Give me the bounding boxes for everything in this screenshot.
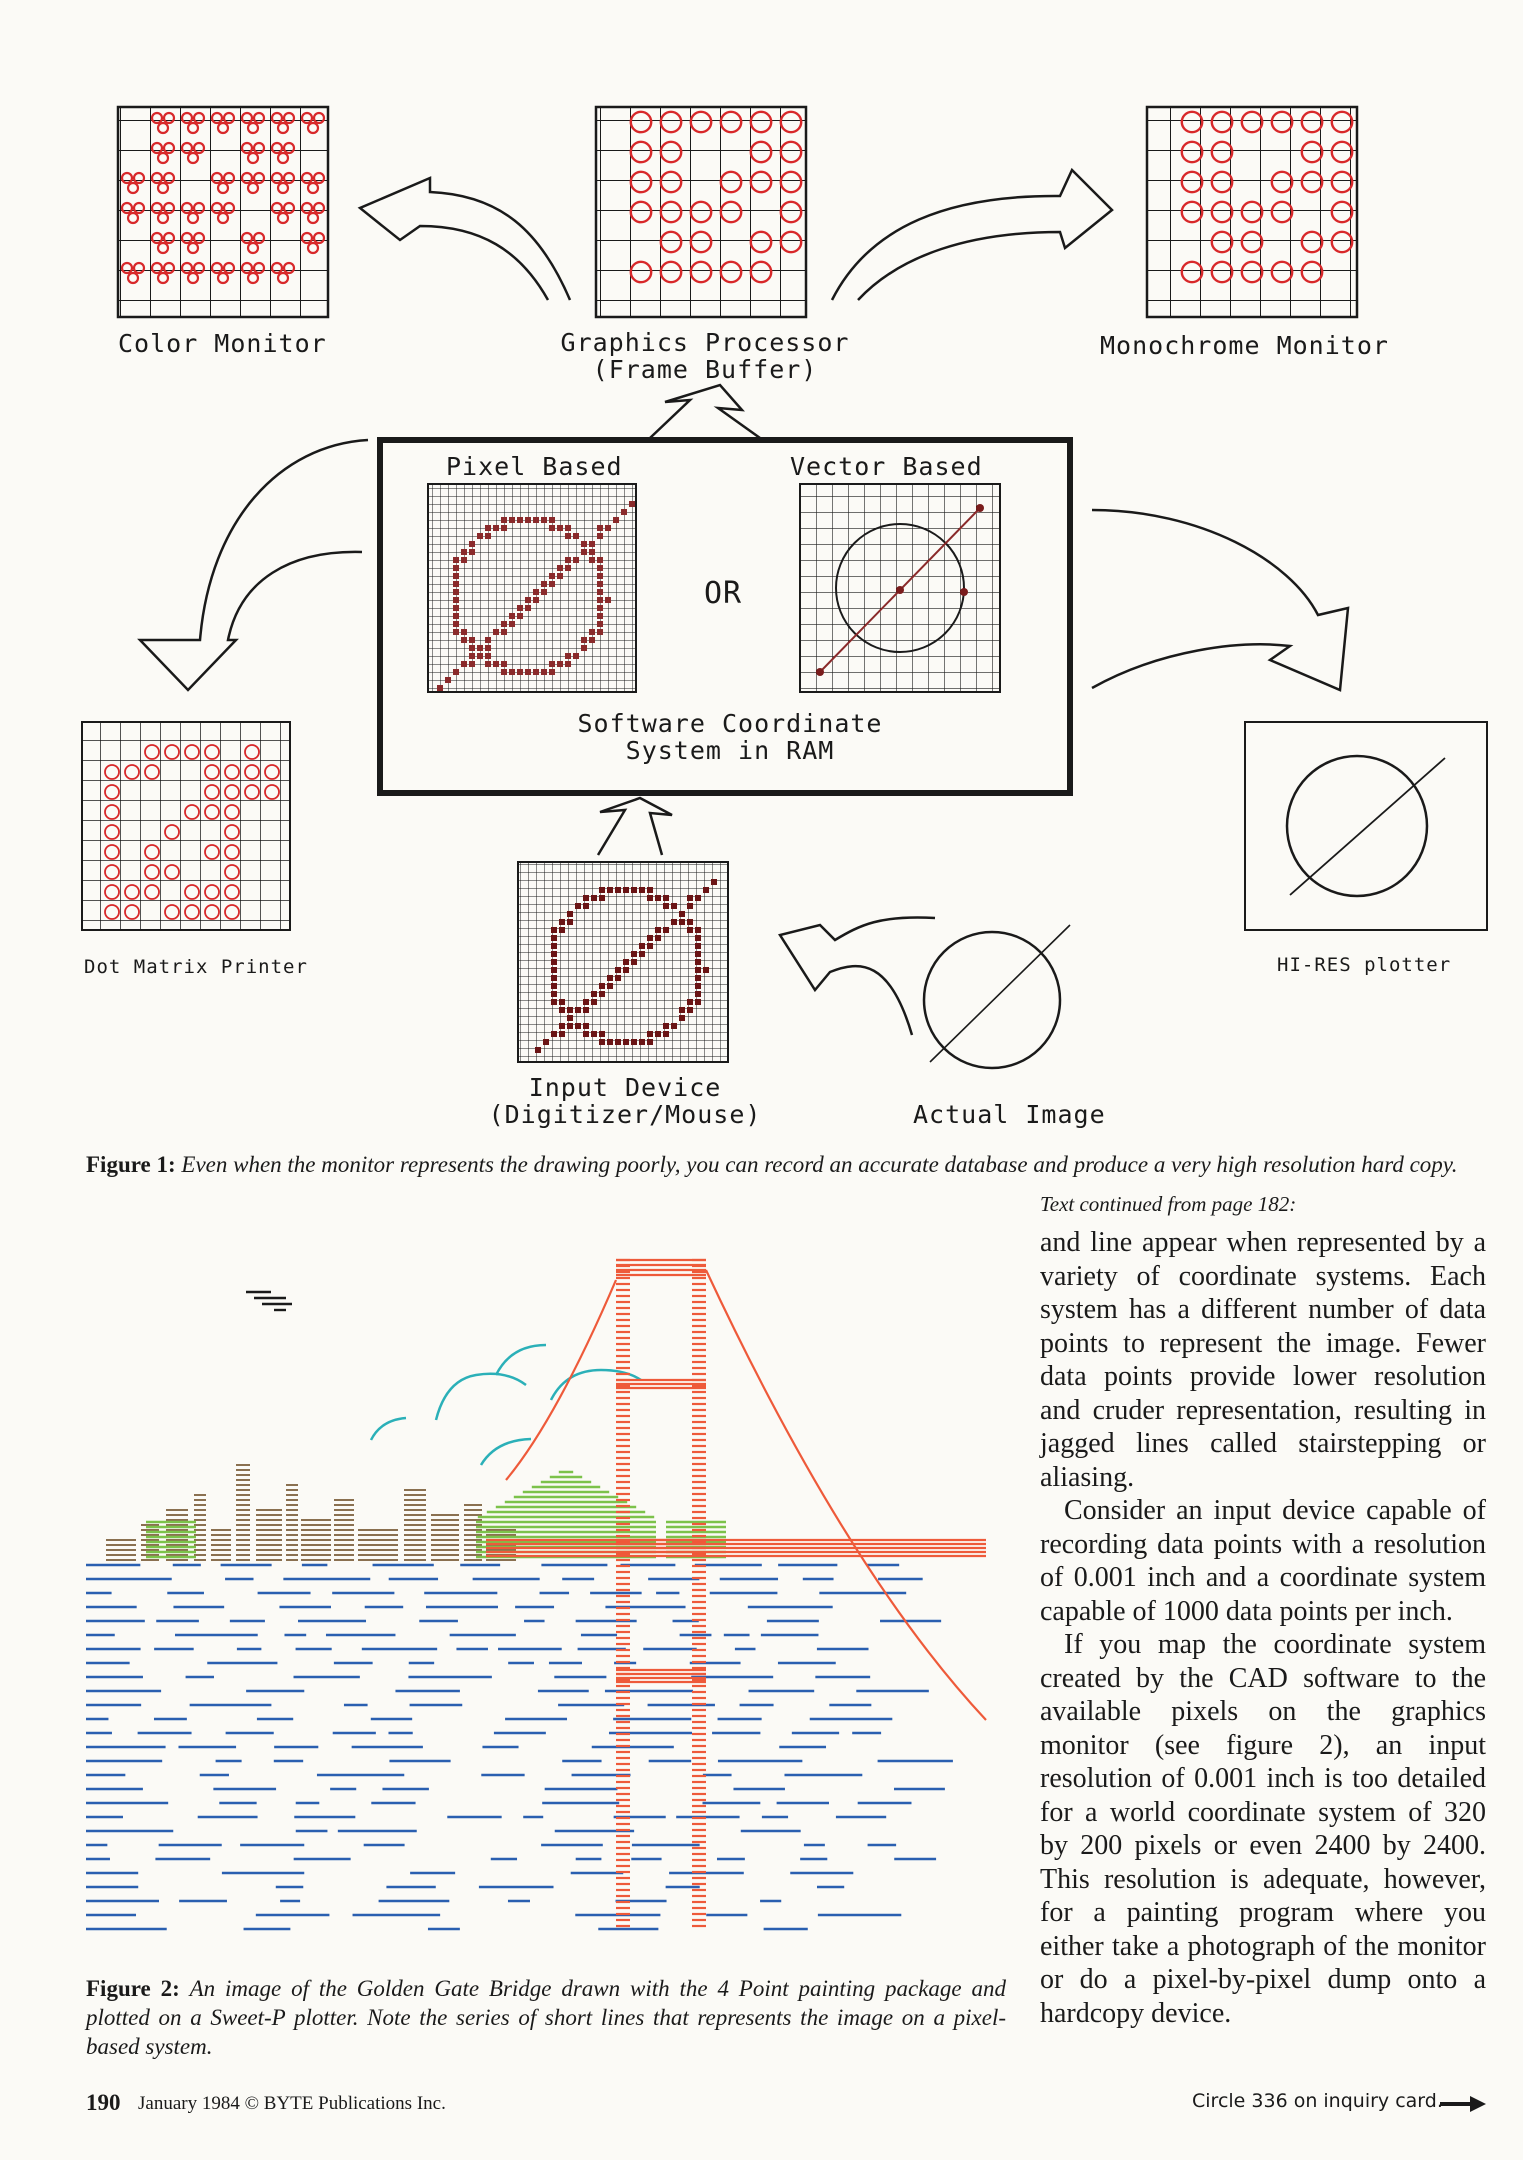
color-monitor-grid [118, 107, 328, 317]
input-device-line2: (Digitizer/Mouse) [488, 1100, 762, 1129]
inquiry-text: Circle 336 on inquiry card. [1192, 2090, 1443, 2112]
article-paragraph-1: and line appear when represented by a variety of coordinate systems. Each system has a different number of data points to represent the image. Fewer data points provide lower resolution and cruder representation, resulting in jagged lines called stairstepping or aliasing. [1040, 1227, 1486, 1493]
hires-plotter-label: HI-RES plotter [1277, 954, 1452, 976]
article-paragraph-3: If you map the coordinate system created by the CAD software to the available pixels on the graphics monitor (see figure 2), an input resolution of 0.001 inch is too detailed for a world coordinate system of 320 by 200 pixels or even 2400 by 2400. This resolution is adequate, however, for a painting program where you either take a photograph of the monitor or do a pixel-by-pixel dump onto a hardcopy device. [1040, 1629, 1486, 2029]
dot-matrix-grid [82, 722, 290, 930]
graphics-processor-line1: Graphics Processor [560, 328, 850, 357]
page-number: 190 [86, 2090, 121, 2115]
or-label: OR [704, 576, 743, 611]
article-body [1040, 1226, 1486, 2030]
software-line2: System in RAM [625, 736, 835, 765]
monochrome-monitor-grid [1147, 107, 1357, 317]
graphics-processor-line2: (Frame Buffer) [592, 355, 818, 384]
arrow-to-monochrome-monitor [832, 170, 1112, 300]
issue-info: January 1984 © BYTE Publications Inc. [138, 2093, 446, 2114]
arrow-to-plotter [1092, 510, 1348, 690]
right-arrow-icon [1440, 2094, 1486, 2114]
frame-buffer-grid [596, 107, 806, 317]
arrow-from-actual-image [780, 917, 935, 1035]
continued-note: Text continued from page 182: [1040, 1192, 1297, 1216]
software-coordinate-label [560, 710, 900, 764]
arrow-up-from-input [598, 798, 672, 855]
software-line1: Software Coordinate [577, 709, 883, 738]
color-monitor-label: Color Monitor [118, 329, 327, 358]
figure1-caption [86, 1150, 1486, 1179]
arrow-up-to-processor [650, 385, 760, 438]
figure2-caption-text: An image of the Golden Gate Bridge drawn with the 4 Point painting package and plotted on a Sweet-P plotter. Note the series of short lines that represents the image on a pixel-based system. [86, 1976, 1006, 2059]
input-device-grid [518, 862, 728, 1062]
input-device-line1: Input Device [528, 1073, 722, 1102]
pixel-based-grid [428, 484, 636, 692]
graphics-processor-label [560, 329, 850, 383]
hires-plotter-frame [1245, 722, 1487, 930]
pixel-based-label: Pixel Based [446, 452, 623, 481]
monochrome-monitor-label: Monochrome Monitor [1100, 331, 1389, 360]
article-paragraph-2: Consider an input device capable of recording data points with a resolution of 0.001 inch and a coordinate system capable of 1000 data points per inch. [1040, 1495, 1486, 1627]
figure1-caption-label: Figure 1: [86, 1152, 176, 1177]
bird-drawing [246, 1292, 292, 1310]
actual-image-drawing [924, 925, 1070, 1068]
figure1-caption-text: Even when the monitor represents the drawing poorly, you can record an accurate database and produce a very high resolution hard copy. [181, 1152, 1458, 1177]
vector-based-label: Vector Based [790, 452, 983, 481]
figure2-golden-gate-image [86, 1240, 1006, 1960]
dot-matrix-label: Dot Matrix Printer [84, 956, 308, 978]
actual-image-label: Actual Image [913, 1100, 1106, 1129]
vector-based-grid [800, 484, 1000, 692]
figure2-caption [86, 1974, 1006, 2061]
input-device-label [480, 1074, 770, 1128]
arrow-to-color-monitor [360, 178, 570, 300]
arrow-to-dot-matrix [140, 440, 368, 690]
figure2-caption-label: Figure 2: [86, 1976, 180, 2001]
